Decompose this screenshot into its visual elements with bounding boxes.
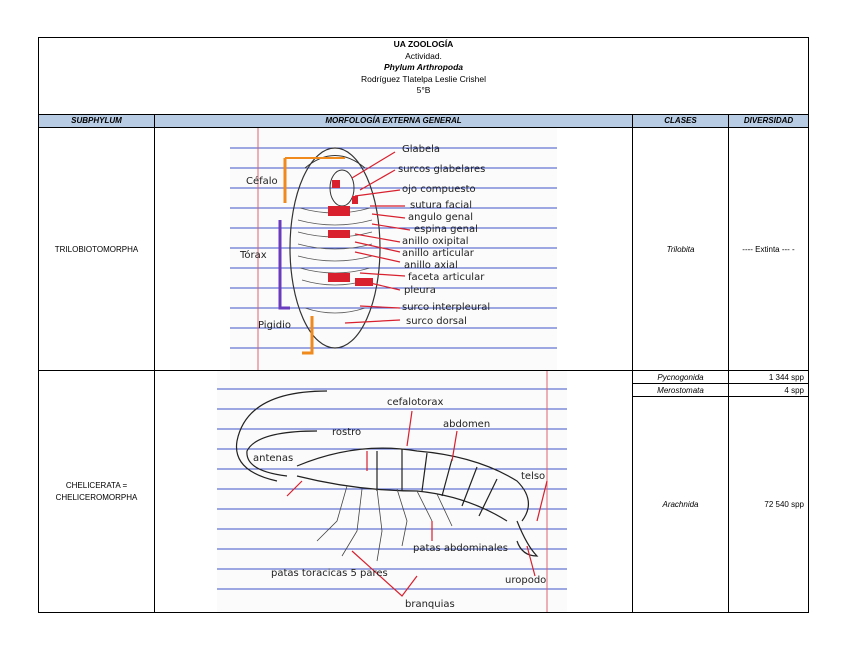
svg-text:telso: telso <box>521 471 546 482</box>
class-cell: Pycnogonida <box>657 372 704 382</box>
diversity-cell: ---- Extinta --- - <box>742 244 795 254</box>
table-header <box>39 38 808 114</box>
col-subphylum: SUBPHYLUM <box>39 114 154 128</box>
group-label: 5°B <box>416 85 431 95</box>
svg-text:espina genal: espina genal <box>414 224 478 235</box>
svg-text:patas abdominales: patas abdominales <box>413 543 508 554</box>
trilobite-drawing <box>230 128 557 370</box>
svg-text:ojo compuesto: ojo compuesto <box>402 184 476 195</box>
diversity-cell: 1 344 spp <box>768 372 804 382</box>
svg-text:surco dorsal: surco dorsal <box>406 316 467 327</box>
svg-text:angulo genal: angulo genal <box>408 212 473 223</box>
svg-text:pleura: pleura <box>404 285 436 296</box>
subphylum-cell: CHELICERATA = CHELICEROMORPHA <box>55 480 138 502</box>
svg-text:branquias: branquias <box>405 599 455 610</box>
svg-text:anillo oxipital: anillo oxipital <box>402 236 469 247</box>
svg-text:cefalotorax: cefalotorax <box>387 397 444 408</box>
student-name: Rodríguez Tlatelpa Leslie Crishel <box>360 73 487 84</box>
svg-text:Céfalo: Céfalo <box>246 176 278 187</box>
activity-label: Actividad. <box>405 50 442 61</box>
svg-text:Pigidio: Pigidio <box>258 320 291 331</box>
svg-text:rostro: rostro <box>332 427 362 438</box>
col-clases: CLASES <box>633 114 728 128</box>
class-cell: Merostomata <box>657 385 704 395</box>
title: UA ZOOLOGÍA <box>393 39 454 49</box>
diversity-cell: 72 540 spp <box>764 500 804 509</box>
svg-text:patas toracicas 5 pares: patas toracicas 5 pares <box>271 568 388 579</box>
chelicerata-drawing <box>217 371 567 612</box>
divider <box>154 114 155 612</box>
col-diversidad: DIVERSIDAD <box>729 114 808 128</box>
svg-text:surco interpleural: surco interpleural <box>402 302 491 313</box>
phylum-label: Phylum Arthropoda <box>383 62 464 72</box>
svg-text:antenas: antenas <box>253 453 294 464</box>
svg-text:faceta articular: faceta articular <box>408 272 485 283</box>
svg-text:Tórax: Tórax <box>240 250 267 261</box>
svg-text:anillo articular: anillo articular <box>402 248 474 259</box>
col-morfologia: MORFOLOGÍA EXTERNA GENERAL <box>155 114 632 128</box>
svg-text:uropodo: uropodo <box>505 575 547 586</box>
label: Glabela <box>402 144 441 155</box>
class-cell: Trilobita <box>666 244 695 254</box>
class-cell: Arachnida <box>662 500 699 509</box>
svg-text:surcos glabelares: surcos glabelares <box>398 164 486 175</box>
svg-text:anillo axial: anillo axial <box>404 260 458 271</box>
subphylum-cell: TRILOBIOTOMORPHA <box>54 244 139 254</box>
worksheet-table <box>38 37 809 613</box>
svg-text:abdomen: abdomen <box>443 419 491 430</box>
diversity-cell: 4 spp <box>784 385 804 395</box>
svg-text:sutura facial: sutura facial <box>410 200 473 211</box>
